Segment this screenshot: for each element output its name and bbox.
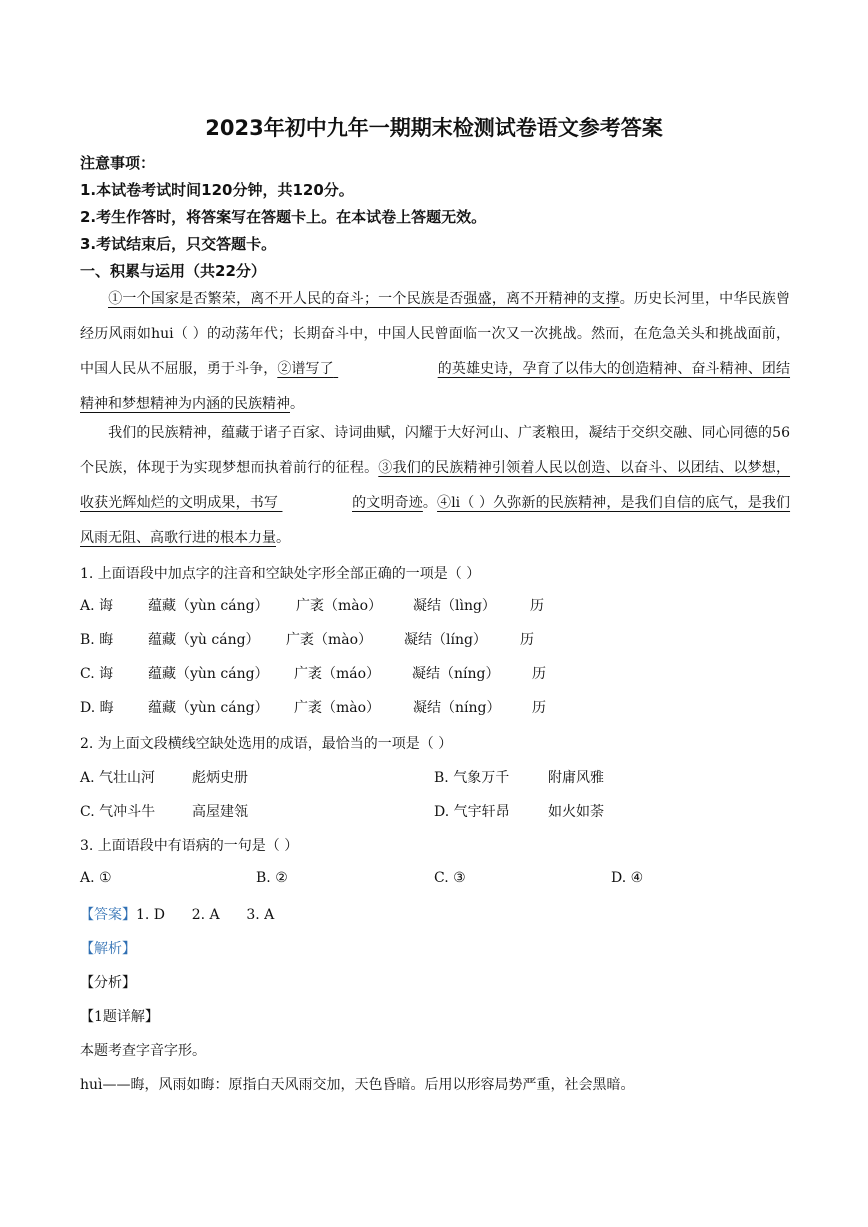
q2-option-a-2: 彪炳史册 <box>192 770 248 786</box>
q2-option-c-2: 高屋建瓴 <box>192 804 248 820</box>
q2-option-d: D. 气宇轩昂 <box>434 804 510 820</box>
passage-text-2: 我们的民族精神，蕴藏于诸子百家、诗词曲赋，闪耀于大好河山、广袤粮田，凝结于交织交融、同心同德的56个民族，体现于为实现梦想而执着前行的征程。 <box>80 425 790 476</box>
notice-item-3: 3.考试结束后，只交答题卡。 <box>80 235 277 253</box>
passage-paragraph-1 <box>80 282 790 422</box>
q1-c-pinyin1: 蕴藏（yùn cáng） <box>148 666 269 682</box>
passage-punct-3: 。 <box>276 530 290 546</box>
fenxi-tag: 【分析】 <box>80 975 136 991</box>
analysis-tag: 【解析】 <box>80 941 136 957</box>
question-3-stem: 3. 上面语段中有语病的一句是（ ） <box>80 838 299 854</box>
q2-option-b-2: 附庸风雅 <box>548 770 604 786</box>
q1-a-pinyin1: 蕴藏（yùn cáng） <box>148 598 269 614</box>
q1-d-pinyin2: 广袤（mào） <box>294 700 381 716</box>
q1-b-pinyin1: 蕴藏（yù cáng） <box>148 632 260 648</box>
q1-b-word: B. 晦 <box>80 632 114 648</box>
q3-option-a: A. ① <box>80 870 112 886</box>
answer-blank-1 <box>334 352 438 387</box>
answer-line <box>80 904 274 924</box>
q2-options-row-2 <box>80 801 790 821</box>
answer-text: 1. D 2. A 3. A <box>136 907 275 923</box>
q1-b-pinyin3: 凝结（líng） <box>404 632 487 648</box>
notice-item-1: 1.本试卷考试时间120分钟，共120分。 <box>80 181 354 199</box>
q3-option-d: D. ④ <box>611 870 644 886</box>
analysis-line-1: 本题考查字音字形。 <box>80 1043 206 1059</box>
q2-options-row-1 <box>80 767 790 787</box>
q2-option-b: B. 气象万千 <box>434 770 510 786</box>
q1-d-word: D. 晦 <box>80 700 114 716</box>
q1-c-pinyin3: 凝结（níng） <box>412 666 500 682</box>
passage-punct: 。 <box>290 396 304 412</box>
passage-punct-2: 。 <box>422 495 438 511</box>
q1-c-word: C. 诲 <box>80 666 114 682</box>
sentence-2a: ②谱写了 <box>277 361 334 377</box>
q1-d-pinyin1: 蕴藏（yùn cáng） <box>148 700 269 716</box>
question-1-stem: 1. 上面语段中加点字的注音和空缺处字形全部正确的一项是（ ） <box>80 566 481 582</box>
sentence-2b: 的英雄史诗，孕育了以伟大的创造精神、奋斗精神、团结精神和梦想精神为内涵的民族精神 <box>80 361 791 412</box>
passage-paragraph-2 <box>80 416 790 556</box>
section-heading: 一、积累与运用（共22分） <box>80 262 266 280</box>
notice-heading: 注意事项： <box>80 154 156 172</box>
answer-tag: 【答案】 <box>80 907 136 923</box>
sentence-3b: 的文明奇迹 <box>352 495 423 511</box>
notice-item-2: 2.考生作答时，将答案写在答题卡上。在本试卷上答题无效。 <box>80 208 487 226</box>
q1-a-pinyin2: 广袤（mào） <box>296 598 383 614</box>
sentence-3a: ③我们的民族精神引领着人民以创造、以奋斗、以团结、以梦想，收获光辉灿烂的文明成果，书写 <box>80 460 791 511</box>
q1-c-char: 历 <box>532 666 546 682</box>
q1-c-pinyin2: 广袤（máo） <box>294 666 381 682</box>
sentence-1: ①一个国家是否繁荣，离不开人民的奋斗；一个民族是否强盛，离不开精神的支撑 <box>108 291 620 307</box>
q1-d-char: 历 <box>532 700 546 716</box>
passage-text: 。历史长河里，中华民族曾经历风雨如hui（ ）的动荡年代；长期奋斗中，中国人民曾面临一次又一次挑战。然而，在危急关头和挑战面前，中国人民从不屈服，勇于斗争， <box>80 291 791 377</box>
q3-option-b: B. ② <box>256 870 288 886</box>
analysis-line-2: huì——晦，风雨如晦：原指白天风雨交加，天色昏暗。后用以形容局势严重，社会黑暗。 <box>80 1077 635 1093</box>
q1-d-pinyin3: 凝结（níng） <box>413 700 501 716</box>
q2-option-d-2: 如火如荼 <box>548 804 604 820</box>
q1-b-char: 历 <box>520 632 534 648</box>
q1-a-char: 历 <box>530 598 544 614</box>
q3-option-c: C. ③ <box>434 870 466 886</box>
q1-option-c <box>80 663 790 683</box>
q1-a-word: A. 诲 <box>80 598 114 614</box>
answer-blank-2 <box>278 486 352 521</box>
question-2-stem: 2. 为上面文段横线空缺处选用的成语，最恰当的一项是（ ） <box>80 736 453 752</box>
q1-option-b <box>80 629 790 649</box>
q1-option-d <box>80 697 790 717</box>
q1-a-pinyin3: 凝结（lìng） <box>413 598 496 614</box>
q1-option-a <box>80 595 790 615</box>
sentence-4: ④li（ ）久弥新的民族精神，是我们自信的底气，是我们风雨无阻、高歌行进的根本力量 <box>80 495 791 546</box>
q3-options-row <box>80 870 790 890</box>
detail-tag: 【1题详解】 <box>80 1009 159 1025</box>
q2-option-c: C. 气冲斗牛 <box>80 804 156 820</box>
page-title: 2023年初中九年一期期末检测试卷语文参考答案 <box>205 116 663 140</box>
q2-option-a: A. 气壮山河 <box>80 770 156 786</box>
q1-b-pinyin2: 广袤（mào） <box>286 632 373 648</box>
